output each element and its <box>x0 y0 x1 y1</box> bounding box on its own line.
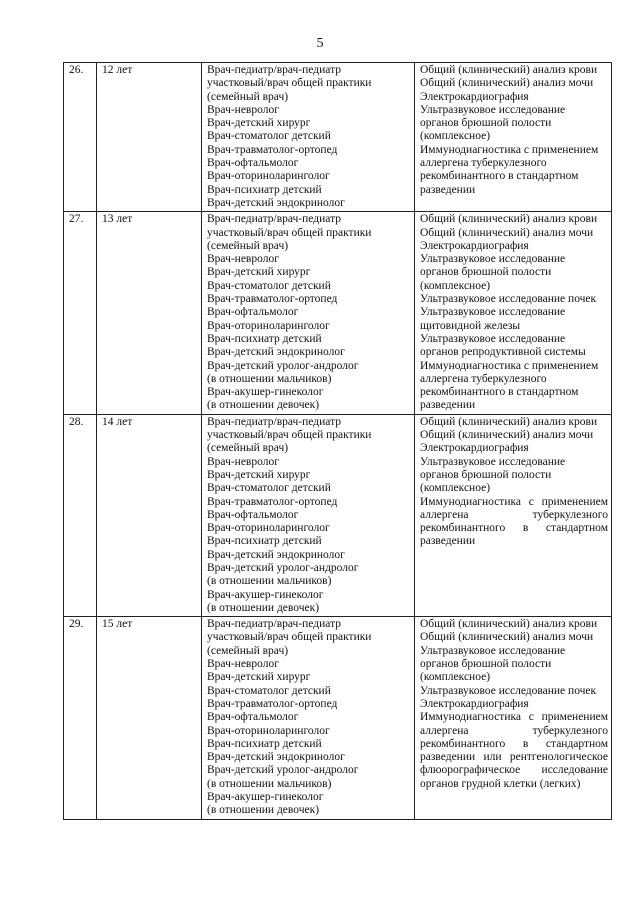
exam-item: Общий (клинический) анализ мочи <box>420 429 594 442</box>
exam-item: Ультразвуковое исследование <box>420 103 566 116</box>
doctor-item: Врач-детский хирург <box>207 671 311 684</box>
doctors-cell <box>202 617 415 819</box>
doctor-item: участковый/врач общей практики <box>207 77 372 90</box>
doctor-item: Врач-психиатр детский <box>207 183 322 196</box>
doctor-item: Врач-педиатр/врач-педиатр <box>207 618 341 631</box>
exam-item: (комплексное) <box>420 130 491 143</box>
exam-item: разведении <box>420 399 476 412</box>
doctor-item: (в отношении девочек) <box>207 804 320 817</box>
exam-item: Иммунодиагностика с применением <box>420 359 599 372</box>
doctor-item: Врач-офтальмолог <box>207 157 299 170</box>
doctor-item: Врач-детский хирург <box>207 266 311 279</box>
doctor-item: Врач-оториноларинголог <box>207 522 330 535</box>
exam-item: органов брюшной полости <box>420 117 552 130</box>
doctor-item: (семейный врач) <box>207 644 289 657</box>
exam-item: (комплексное) <box>420 482 491 495</box>
doctor-item: Врач-педиатр/врач-педиатр <box>207 213 341 226</box>
exam-item: Электрокардиография <box>420 90 529 103</box>
doctor-item: Врач-оториноларинголог <box>207 724 330 737</box>
doctor-item: Врач-детский эндокринолог <box>207 751 345 764</box>
exam-item: Общий (клинический) анализ крови <box>420 415 598 428</box>
exam-item: Электрокардиография <box>420 442 529 455</box>
doctors-cell <box>202 63 415 212</box>
exams-cell <box>415 414 612 616</box>
page-number: 5 <box>316 36 324 51</box>
doctor-item: Врач-акушер-гинеколог <box>207 588 324 601</box>
exam-item: органов репродуктивной системы <box>420 346 586 359</box>
exam-item: аллергена туберкулезного <box>420 157 547 170</box>
doctor-item: участковый/врач общей практики <box>207 631 372 644</box>
exams-cell <box>415 617 612 819</box>
exam-item: аллергена туберкулезного <box>420 508 608 521</box>
exam-item: Иммунодиагностика с применением <box>420 495 608 508</box>
doctor-item: Врач-детский хирург <box>207 468 311 481</box>
exam-item: флюорографическое исследование <box>420 764 608 777</box>
exam-item: рекомбинантного в стандартном <box>420 737 608 750</box>
doctor-item: Врач-педиатр/врач-педиатр <box>207 64 341 76</box>
doctor-item: Врач-офтальмолог <box>207 306 299 319</box>
doctor-item: Врач-детский уролог-андролог <box>207 359 359 372</box>
row-number: 29. <box>64 617 97 819</box>
row-number: 27. <box>64 212 97 414</box>
exam-item: разведении <box>420 535 476 548</box>
exam-item: Иммунодиагностика с применением <box>420 143 599 156</box>
exam-item: (комплексное) <box>420 671 491 684</box>
doctor-item: Врач-детский эндокринолог <box>207 346 345 359</box>
doctor-item: (в отношении девочек) <box>207 601 320 614</box>
doctor-item: (в отношении мальчиков) <box>207 575 332 588</box>
exam-item: органов грудной клетки (легких) <box>420 777 581 790</box>
exam-item: рекомбинантного в стандартном <box>420 386 579 399</box>
doctor-item: Врач-стоматолог детский <box>207 482 331 495</box>
exam-item: Ультразвуковое исследование <box>420 306 566 319</box>
doctor-item: Врач-психиатр детский <box>207 737 322 750</box>
age-cell: 14 лет <box>97 414 202 616</box>
exam-item: разведении или рентгенологическое <box>420 751 608 764</box>
doctor-item: Врач-стоматолог детский <box>207 684 331 697</box>
exam-item: Ультразвуковое исследование <box>420 253 566 266</box>
doctor-item: (семейный врач) <box>207 442 289 455</box>
exam-item: Общий (клинический) анализ крови <box>420 213 598 226</box>
doctor-item: (в отношении мальчиков) <box>207 777 332 790</box>
doctor-item: Врач-травматолог-ортопед <box>207 293 338 306</box>
doctors-cell <box>202 414 415 616</box>
doctor-item: Врач-педиатр/врач-педиатр <box>207 415 341 428</box>
doctor-item: Врач-офтальмолог <box>207 711 299 724</box>
row-number: 28. <box>64 414 97 616</box>
table-row <box>64 617 612 819</box>
table-row <box>64 414 612 616</box>
exam-item: Электрокардиография <box>420 697 529 710</box>
doctor-item: Врач-детский эндокринолог <box>207 196 345 209</box>
exam-item: Общий (клинический) анализ мочи <box>420 631 594 644</box>
doctor-item: Врач-травматолог-ортопед <box>207 697 338 710</box>
doctor-item: Врач-травматолог-ортопед <box>207 143 338 156</box>
exam-item: Ультразвуковое исследование <box>420 455 566 468</box>
exam-item: Ультразвуковое исследование почек <box>420 684 597 697</box>
doctor-item: Врач-оториноларинголог <box>207 319 330 332</box>
exam-item: аллергена туберкулезного <box>420 372 547 385</box>
age-cell: 13 лет <box>97 212 202 414</box>
doctor-item: Врач-невролог <box>207 455 279 468</box>
age-cell: 15 лет <box>97 617 202 819</box>
exam-item: рекомбинантного в стандартном <box>420 170 579 183</box>
medical-exam-table <box>63 62 612 820</box>
exam-item: Ультразвуковое исследование <box>420 644 566 657</box>
exam-item: разведении <box>420 183 476 196</box>
exam-item: Общий (клинический) анализ крови <box>420 618 598 631</box>
doctor-item: участковый/врач общей практики <box>207 429 372 442</box>
doctor-item: Врач-детский уролог-андролог <box>207 561 359 574</box>
exam-item: Электрокардиография <box>420 239 529 252</box>
exams-cell <box>415 212 612 414</box>
exam-item: Общий (клинический) анализ крови <box>420 64 598 76</box>
exam-item: Общий (клинический) анализ мочи <box>420 77 594 90</box>
doctor-item: Врач-невролог <box>207 103 279 116</box>
doctor-item: Врач-психиатр детский <box>207 332 322 345</box>
doctor-item: Врач-оториноларинголог <box>207 170 330 183</box>
doctor-item: Врач-акушер-гинеколог <box>207 386 324 399</box>
exam-item: Иммунодиагностика с применением <box>420 711 608 724</box>
exam-item: Ультразвуковое исследование <box>420 332 566 345</box>
exam-item: аллергена туберкулезного <box>420 724 608 737</box>
doctor-item: Врач-стоматолог детский <box>207 130 331 143</box>
exam-item: (комплексное) <box>420 279 491 292</box>
table-body <box>64 63 612 820</box>
exams-cell <box>415 63 612 212</box>
table-row <box>64 63 612 212</box>
doctor-item: (в отношении мальчиков) <box>207 372 332 385</box>
exam-item: рекомбинантного в стандартном <box>420 522 608 535</box>
doctor-item: Врач-невролог <box>207 658 279 671</box>
exam-item: Ультразвуковое исследование почек <box>420 293 597 306</box>
table-row <box>64 212 612 414</box>
doctor-item: Врач-детский уролог-андролог <box>207 764 359 777</box>
exam-item: органов брюшной полости <box>420 468 552 481</box>
doctor-item: Врач-психиатр детский <box>207 535 322 548</box>
doctor-item: Врач-детский эндокринолог <box>207 548 345 561</box>
doctor-item: (в отношении девочек) <box>207 399 320 412</box>
doctor-item: Врач-стоматолог детский <box>207 279 331 292</box>
age-cell: 12 лет <box>97 63 202 212</box>
doctor-item: Врач-невролог <box>207 253 279 266</box>
exam-item: Общий (клинический) анализ мочи <box>420 226 594 239</box>
doctor-item: Врач-детский хирург <box>207 117 311 130</box>
row-number: 26. <box>64 63 97 212</box>
exam-item: щитовидной железы <box>420 319 521 332</box>
doctor-item: (семейный врач) <box>207 90 289 103</box>
doctor-item: Врач-акушер-гинеколог <box>207 791 324 804</box>
exam-item: органов брюшной полости <box>420 266 552 279</box>
doctor-item: (семейный врач) <box>207 239 289 252</box>
exam-item: органов брюшной полости <box>420 658 552 671</box>
doctor-item: участковый/врач общей практики <box>207 226 372 239</box>
doctor-item: Врач-офтальмолог <box>207 508 299 521</box>
doctor-item: Врач-травматолог-ортопед <box>207 495 338 508</box>
doctors-cell <box>202 212 415 414</box>
